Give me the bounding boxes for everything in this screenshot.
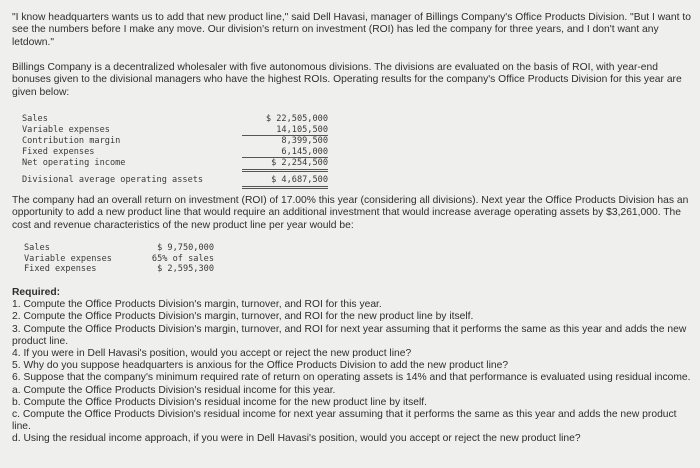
row-label: Variable expenses [24,253,112,264]
row-value: 14,105,500 [242,125,328,137]
row-value: 65% of sales [151,253,214,264]
table-row [22,125,328,137]
required-item: b. Compute the Office Products Division's residual income for the new product line by itself. [12,396,427,408]
row-value: $ 9,750,000 [157,243,214,253]
row-label: Sales [22,114,48,124]
row-value: $ 22,505,000 [265,114,328,124]
paragraph-3: The company had an overall return on investment (ROI) of 17.00% this year (considering all divisions). Next year the Office Products Division has an opportunity to add a new product line that would require an additional investment that would increase average operating assets by $3,261,000. The cost and revenue characteristics of the new product line per year would be: [12,195,689,231]
required-item: 2. Compute the Office Products Division's margin, turnover, and ROI for the new product line by itself. [12,311,474,323]
intro-paragraph-1: "I know headquarters wants us to add that new product line," said Dell Havasi, manager of Billings Company's Office Products Division. "But I want to see the numbers before I make any move. Our division's return on investment (ROI) has led the company for three years, and I don't want any letdown." [12,12,691,48]
row-label: Divisional average operating assets [22,174,204,185]
row-label: Contribution margin [22,136,121,147]
new-product-line-table [24,243,214,275]
table-row [22,136,328,147]
intro-paragraph-2: Billings Company is a decentralized wholesaler with five autonomous divisions. The divisions are evaluated on the basis of ROI, with year-end bonuses given to the divisional managers who have the highest ROIs. Operating results for the company's Office Products Division for this year are given below: [12,62,682,98]
table-row [24,254,214,265]
row-value: 8,399,500 [281,136,328,147]
required-section [12,287,692,446]
row-value: $ 2,595,300 [157,264,214,275]
row-value: 6,145,000 [242,147,328,159]
row-label: Fixed expenses [22,146,95,157]
table-row [22,114,328,125]
required-item: 1. Compute the Office Products Division's margin, turnover, and ROI for this year. [12,299,382,311]
required-item: 5. Why do you suppose headquarters is anxious for the Office Products Division to add the new product line? [12,360,509,372]
table-row [24,243,214,254]
row-value: $ 2,254,500 [242,158,328,172]
required-item: 4. If you were in Dell Havasi's position, would you accept or reject the new product line? [12,348,412,360]
row-value: $ 4,687,500 [242,175,328,189]
required-item: a. Compute the Office Products Division's residual income for this year. [12,384,336,396]
required-item: 6. Suppose that the company's minimum required rate of return on operating assets is 14% and that performance is evaluated using residual income. [12,372,691,384]
row-label: Variable expenses [22,124,110,135]
required-item: 3. Compute the Office Products Division's margin, turnover, and ROI for next year assuming that it performs the same as this year and adds the new product line. [12,323,687,347]
table-row [22,158,328,172]
required-heading: Required: [12,287,61,298]
row-label: Sales [24,243,50,253]
operating-results-table [22,114,328,189]
row-label: Net operating income [22,158,126,169]
row-label: Fixed expenses [24,264,97,275]
required-item: c. Compute the Office Products Division's residual income for next year assuming that it performs the same as this year and adds the new product line. [12,409,677,433]
table-row [22,175,328,189]
table-row [22,147,328,159]
table-row [24,264,214,275]
required-item: d. Using the residual income approach, if you were in Dell Havasi's position, would you accept or reject the new product line? [12,433,581,445]
